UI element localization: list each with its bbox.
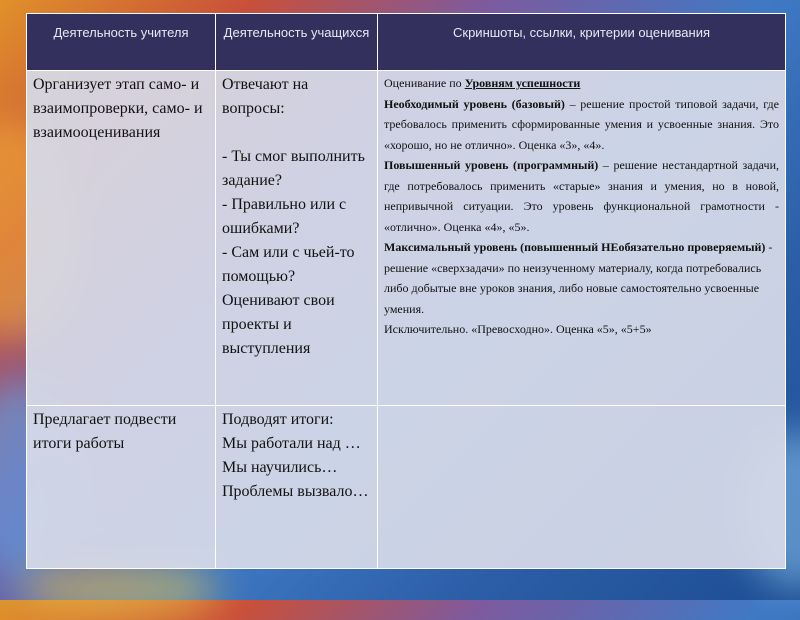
teacher-activity-text: Организует этап само- и взаимопроверки, само- и взаимооценивания	[33, 76, 203, 141]
criteria-level-basic	[384, 94, 779, 156]
teacher-activity-cell	[27, 406, 216, 569]
level-max-text: - решение «сверхзадачи» по неизученному материалу, когда потребовались либо добытые вне уроков знания, либо новые самостоятельно усвоенные умения.	[384, 240, 773, 316]
level-basic-text: – решение простой типовой задачи, где требовалось применить сформированные умения и усвоенные знания. Это «хорошо, но не отлично». Оценка «3», «4».	[384, 96, 779, 152]
criteria-intro	[384, 73, 779, 94]
header-teacher-activity: Деятельность учителя	[27, 14, 216, 71]
student-question: - Правильно или с ошибками?	[222, 196, 347, 237]
header-criteria: Скриншоты, ссылки, критерии оценивания	[378, 14, 786, 71]
criteria-intro-prefix: Оценивание по	[384, 76, 465, 90]
teacher-activity-cell	[27, 71, 216, 406]
student-activity-intro: Отвечают на вопросы:	[222, 76, 309, 117]
student-activity-outro: Оценивают свои проекты и выступления	[222, 292, 335, 357]
table-row	[27, 71, 786, 406]
student-question: - Ты смог выполнить задание?	[222, 148, 365, 189]
level-program-text: – решение нестандартной задачи, где потребовалось применить «старые» знания и умения, но в новой, непривычной ситуации. Это уровень функциональной грамотности - «отлично». Оценка «4», «5».	[384, 158, 779, 234]
teacher-activity-text: Предлагает подвести итоги работы	[33, 411, 177, 452]
summary-line: Проблемы вызвало…	[222, 483, 369, 500]
level-max-note: Исключительно. «Превосходно». Оценка «5», «5+5»	[384, 322, 652, 336]
level-max-title: Максимальный уровень (повышенный НЕобязательно проверяемый)	[384, 240, 766, 254]
lesson-stage-table	[26, 13, 786, 569]
table-row	[27, 406, 786, 569]
background-decoration	[20, 560, 220, 620]
level-basic-title: Необходимый уровень (базовый)	[384, 96, 565, 111]
table-header-row	[27, 14, 786, 71]
criteria-level-program	[384, 155, 779, 237]
student-activity-cell	[216, 406, 378, 569]
criteria-cell-empty	[378, 406, 786, 569]
header-student-activity: Деятельность учащихся	[216, 14, 378, 71]
criteria-cell	[378, 71, 786, 406]
student-question: - Сам или с чьей-то помощью?	[222, 244, 355, 285]
student-activity-cell	[216, 71, 378, 406]
summary-line: Мы работали над …	[222, 435, 361, 452]
criteria-level-max	[384, 237, 779, 319]
success-levels-link[interactable]: Уровням успешности	[464, 76, 581, 90]
level-program-title: Повышенный уровень (программный)	[384, 158, 599, 172]
summary-line: Подводят итоги:	[222, 411, 334, 428]
summary-line: Мы научились…	[222, 459, 338, 476]
